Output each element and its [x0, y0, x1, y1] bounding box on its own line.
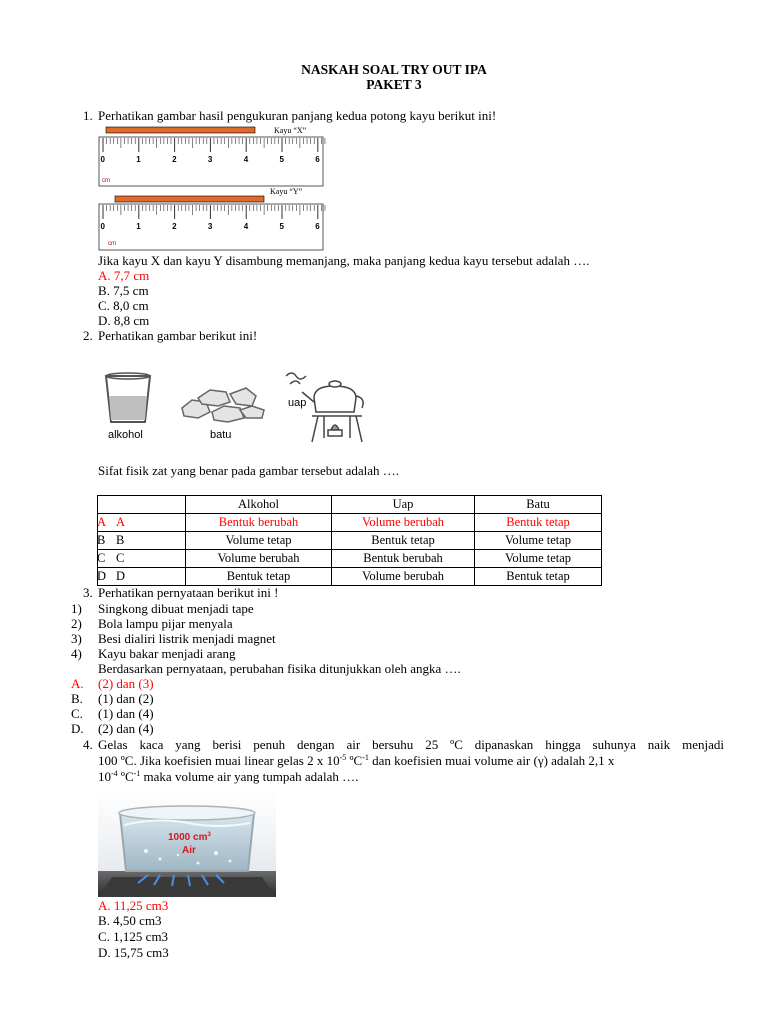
q4-option-a: A. 11,25 cm3 — [98, 898, 169, 913]
q1-option-a: A. 7,7 cm — [98, 268, 150, 283]
ruler-tick-label: 2 — [172, 155, 177, 164]
sifat-fisik-table — [97, 495, 602, 586]
ruler-tick-label: 1 — [136, 222, 141, 231]
ruler-tick-label: 6 — [315, 222, 320, 231]
table-row — [98, 532, 602, 550]
statement-text: Bola lampu pijar menyala — [98, 616, 233, 631]
q1-prompt: Perhatikan gambar hasil pengukuran panjang kedua potong kayu berikut ini! — [98, 108, 497, 123]
table-cell: Volume tetap — [186, 532, 332, 550]
q2-question: Sifat fisik zat yang benar pada gambar tersebut adalah …. — [98, 463, 400, 478]
table-row — [98, 568, 602, 586]
table-cell: Bentuk tetap — [186, 568, 332, 586]
table-row — [98, 514, 602, 532]
kayu-x-label: Kayu “X” — [274, 126, 307, 135]
table-cell: Bentuk tetap — [332, 532, 475, 550]
table-cell: Bentuk tetap — [475, 568, 602, 586]
q2-illustration — [100, 368, 390, 444]
q4-option-d: D. 15,75 cm3 — [98, 945, 169, 960]
alcohol-glass-icon — [106, 373, 150, 422]
table-cell: Bentuk tetap — [475, 514, 602, 532]
pot-air-label: Air — [182, 845, 196, 856]
ruler-tick-label: 0 — [100, 155, 105, 164]
ruler-tick-label: 0 — [100, 222, 105, 231]
table-header-cell: Batu — [475, 496, 602, 514]
row-outer-label: D — [97, 569, 107, 583]
row-inner-label: B — [116, 533, 125, 547]
row-inner-label: A — [116, 515, 126, 529]
ruler-tick-label: 5 — [279, 155, 284, 164]
row-label-cell — [98, 550, 186, 568]
kayu-y-label: Kayu “Y” — [270, 188, 303, 196]
ruler-x-figure — [98, 125, 330, 189]
table-cell: Volume berubah — [186, 550, 332, 568]
table-row — [98, 550, 602, 568]
q4-option-b: B. 4,50 cm3 — [98, 913, 162, 928]
q2-number: 2. — [83, 328, 93, 343]
label-alkohol: alkohol — [108, 429, 143, 441]
ruler-tick-label: 5 — [279, 222, 284, 231]
table-cell: Bentuk berubah — [332, 550, 475, 568]
statement-number: 3) — [71, 631, 82, 646]
table-corner-cell — [98, 496, 186, 514]
ruler-tick-label: 3 — [207, 155, 213, 164]
table-header-cell: Alkohol — [186, 496, 332, 514]
row-inner-label: D — [116, 569, 126, 583]
ruler-tick-label: 6 — [315, 155, 320, 164]
ruler-tick-label: 4 — [243, 155, 249, 164]
stones-icon — [182, 388, 264, 422]
table-cell: Volume tetap — [475, 532, 602, 550]
ruler-tick-label: 3 — [207, 222, 213, 231]
statement-number: 1) — [71, 601, 82, 616]
ruler-x-unit: cm — [102, 178, 110, 184]
q3-number: 3. — [83, 585, 93, 600]
ruler-tick-label: 2 — [172, 222, 177, 231]
boiling-pot-image — [98, 791, 276, 897]
statement-number: 4) — [71, 646, 82, 661]
table-header-row — [98, 496, 602, 514]
ruler-y-unit: cm — [108, 241, 116, 247]
ruler-y-figure — [98, 188, 330, 252]
page-title: NASKAH SOAL TRY OUT IPA — [301, 62, 487, 77]
q3-option-c-text: (1) dan (4) — [98, 706, 154, 721]
q1-number: 1. — [83, 108, 93, 123]
statement-number: 2) — [71, 616, 82, 631]
q3-option-d-text: (2) dan (4) — [98, 721, 154, 736]
q4-line2: 100 ºC. Jika koefisien muai linear gelas 2 x $10^{-5}$ ºC$^{-1}$ dan koefisien muai volume air (γ) adalah 2,1 x — [98, 753, 615, 768]
statement-text: Singkong dibuat menjadi tape — [98, 601, 254, 616]
q3-option-b-letter: B. — [71, 691, 83, 706]
q1-option-c: C. 8,0 cm — [98, 298, 149, 313]
pot-volume-label: 1000 $cm^3$ — [168, 832, 211, 843]
row-label-cell — [98, 532, 186, 550]
label-batu: batu — [210, 429, 232, 441]
table-cell: Volume berubah — [332, 514, 475, 532]
row-label-cell — [98, 568, 186, 586]
q4-line1: Gelas kaca yang berisi penuh dengan air bersuhu 25 ºC dipanaskan hingga suhunya naik menjadi — [98, 737, 724, 752]
row-outer-label: C — [97, 551, 106, 565]
kayu-x-bar — [106, 127, 255, 133]
table-cell: Volume berubah — [332, 568, 475, 586]
q3-prompt: Perhatikan pernyataan berikut ini ! — [98, 585, 279, 600]
row-label-cell — [98, 514, 186, 532]
q1-question: Jika kayu X dan kayu Y disambung memanjang, maka panjang kedua kayu tersebut adalah …. — [98, 253, 590, 268]
q2-prompt: Perhatikan gambar berikut ini! — [98, 328, 258, 343]
table-cell: Volume tetap — [475, 550, 602, 568]
ruler-tick-label: 4 — [243, 222, 249, 231]
q1-option-b: B. 7,5 cm — [98, 283, 149, 298]
label-uap: uap — [288, 397, 307, 409]
q3-option-a-text: (2) dan (3) — [98, 676, 154, 691]
q3-option-c-letter: C. — [71, 706, 83, 721]
kayu-y-bar — [115, 196, 264, 202]
q4-line3: $10^{-4}$ ºC$^{-1}$ maka volume air yang tumpah adalah …. — [98, 769, 359, 784]
q3-option-b-text: (1) dan (2) — [98, 691, 154, 706]
q3-option-d-letter: D. — [71, 721, 84, 736]
row-inner-label: C — [116, 551, 125, 565]
table-header-cell: Uap — [332, 496, 475, 514]
page-subtitle: PAKET 3 — [366, 77, 422, 92]
ruler-tick-label: 1 — [136, 155, 141, 164]
row-outer-label: B — [97, 533, 106, 547]
statement-text: Kayu bakar menjadi arang — [98, 646, 236, 661]
q4-number: 4. — [83, 737, 93, 752]
q3-option-a-letter: A. — [71, 676, 84, 691]
row-outer-label: A — [97, 515, 107, 529]
q3-question: Berdasarkan pernyataan, perubahan fisika ditunjukkan oleh angka …. — [98, 661, 461, 676]
table-cell: Bentuk berubah — [186, 514, 332, 532]
q4-option-c: C. 1,125 cm3 — [98, 929, 169, 944]
statement-text: Besi dialiri listrik menjadi magnet — [98, 631, 276, 646]
q1-option-d: D. 8,8 cm — [98, 313, 150, 328]
